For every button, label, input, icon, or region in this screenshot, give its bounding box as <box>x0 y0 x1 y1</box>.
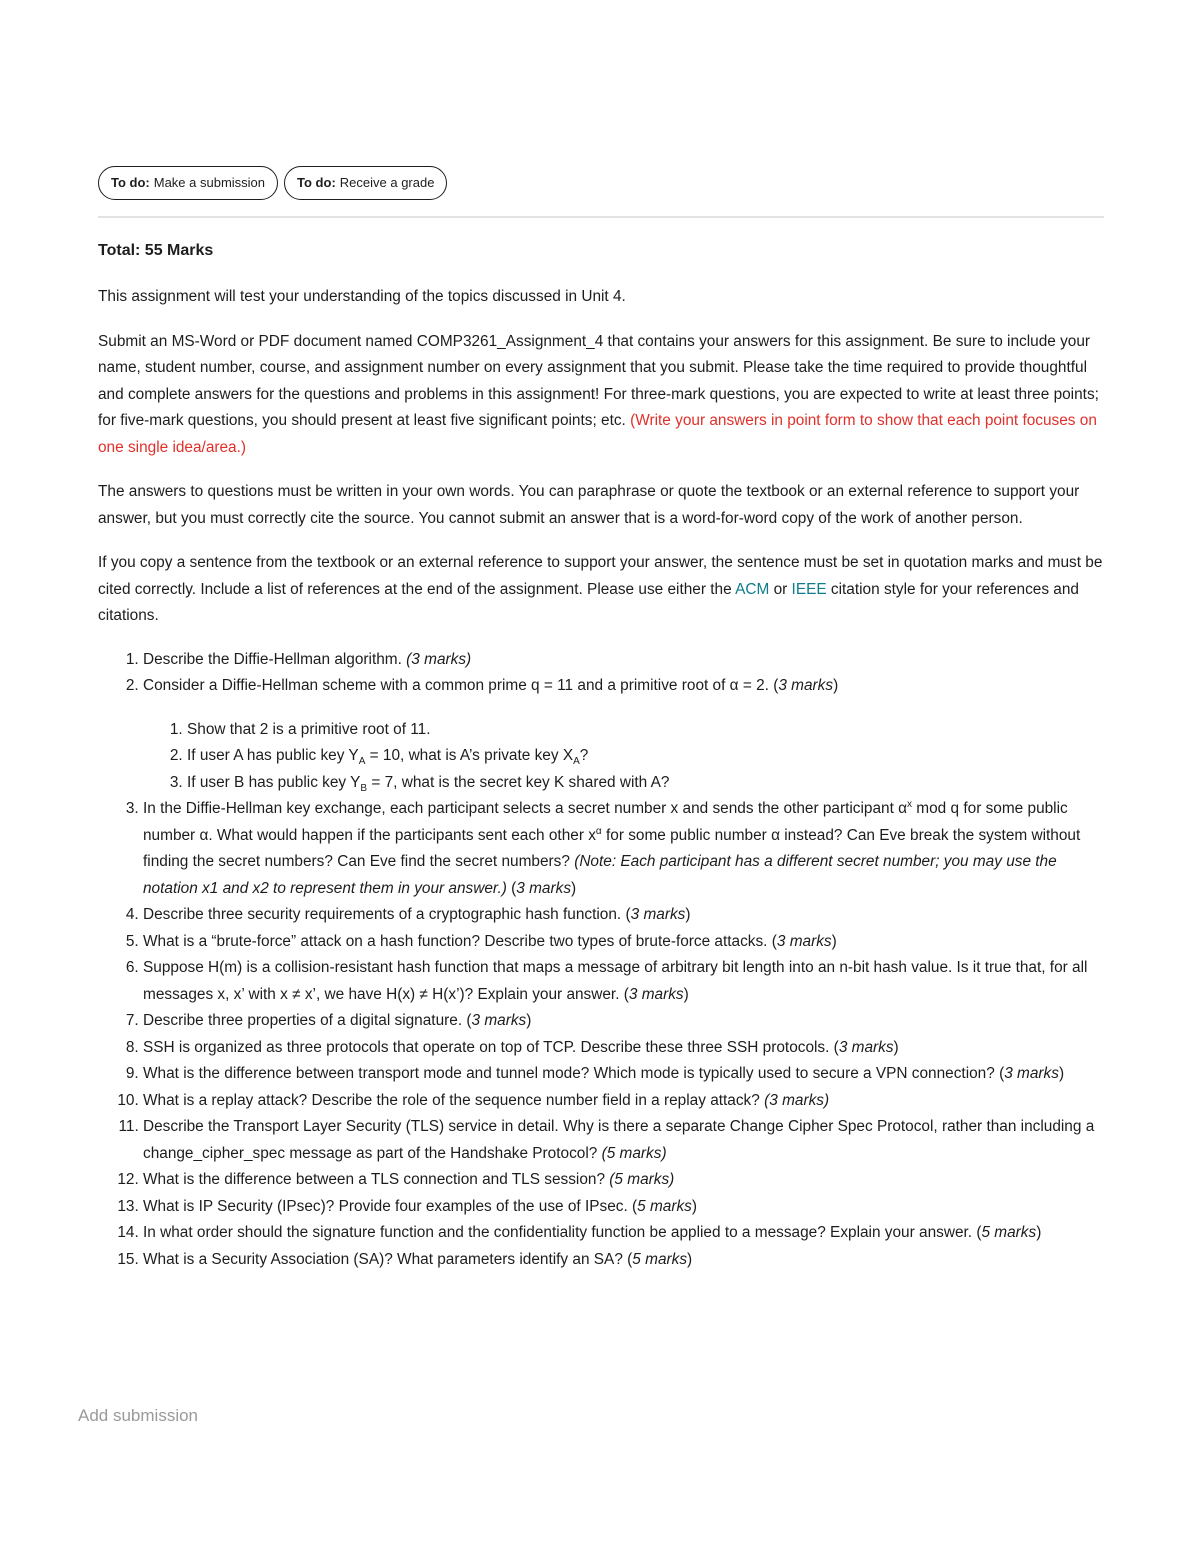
todo-row <box>98 166 1104 200</box>
question-12: 12. What is the difference between a TLS connection and TLS session? (5 marks) <box>143 1167 1104 1194</box>
question-list <box>98 647 1104 1274</box>
assignment-content <box>98 166 1104 1273</box>
todo-prefix: To do: <box>111 174 150 190</box>
question-7: 7. Describe three properties of a digital signature. (3 marks) <box>143 1008 1104 1035</box>
citation-text: If you copy a sentence from the textbook or an external reference to support your answer, the sentence must be set in quotation marks and must be cited correctly. Include a list of references at the end of the assignment. Please use either the <box>98 554 1103 598</box>
question-3: 3. In the Diffie-Hellman key exchange, each participant selects a secret number x and sends the other participant $\alpha^x$ mod q for some public number α. What would happen if the participants sent each other $x^\alpha$ for some public number α instead? Can Eve break the system without finding the secret numbers? Can Eve find the secret numbers? (Note: Each participant has a different secret number; you may use the notation x1 and x2 to represent them in your answer.) (3 marks) <box>143 796 1104 902</box>
acm-link[interactable]: ACM <box>735 580 770 598</box>
question-6: 6. Suppose H(m) is a collision-resistant hash function that maps a message of arbitrary bit length into an n-bit hash value. Is it true that, for all messages x, x’ with x ≠ x’, we have H(x) ≠ H(x’)? Explain your answer. (3 marks) <box>143 955 1104 1008</box>
question-2-sublist <box>143 717 1104 797</box>
intro-paragraph: This assignment will test your understanding of the topics discussed in Unit 4. <box>98 288 626 305</box>
question-5: 5. What is a “brute-force” attack on a hash function? Describe two types of brute-force attacks. (3 marks) <box>143 929 1104 956</box>
question-2: 2. Consider a Diffie-Hellman scheme with a common prime q = 11 and a primitive root of α = 2. (3 marks) 1. Show that 2 is a primitive root of 11. 2. If user A has public key $Y_A = 10$, what is A’s private key $X_A$? 3. If user B has public key $Y_B = 7$, what is the secret key K shared with A? <box>143 673 1104 796</box>
citation-text-end: citation style for your references and citations. <box>98 580 1079 624</box>
ieee-link[interactable]: IEEE <box>791 580 827 598</box>
todo-make-submission-badge <box>98 166 278 200</box>
todo-prefix: To do: <box>297 174 336 190</box>
question-13: 13. What is IP Security (IPsec)? Provide four examples of the use of IPsec. (5 marks) <box>143 1194 1104 1221</box>
question-11: 11. Describe the Transport Layer Security (TLS) service in detail. Why is there a separate Change Cipher Spec Protocol, rather than including a change_cipher_spec message as part of the Handshake Protocol? (5 marks) <box>143 1114 1104 1167</box>
question-10: 10. What is a replay attack? Describe the role of the sequence number field in a replay attack? (3 marks) <box>143 1088 1104 1115</box>
question-2-part-2: 2. If user A has public key $Y_A = 10$, what is A’s private key $X_A$? <box>187 743 1104 770</box>
question-4: 4. Describe three security requirements of a cryptographic hash function. (3 marks) <box>143 902 1104 929</box>
todo-label: Receive a grade <box>339 174 435 190</box>
question-2-part-1: 1. Show that 2 is a primitive root of 11. <box>187 717 1104 744</box>
question-15: 15. What is a Security Association (SA)? What parameters identify an SA? (5 marks) <box>143 1247 1104 1274</box>
question-2-part-3: 3. If user B has public key $Y_B = 7$, what is the secret key K shared with A? <box>187 770 1104 797</box>
question-9: 9. What is the difference between transport mode and tunnel mode? Which mode is typically used to secure a VPN connection? (3 marks) <box>143 1061 1104 1088</box>
citation-paragraph <box>98 550 1104 630</box>
todo-label: Make a submission <box>153 174 266 190</box>
divider <box>98 216 1104 218</box>
submission-instructions-paragraph <box>98 329 1104 462</box>
own-words-paragraph: The answers to questions must be written in your own words. You can paraphrase or quote the textbook or an external reference to support your answer, but you must correctly cite the source. You cannot submit an answer that is a word-for-word copy of the work of another person. <box>98 483 1080 527</box>
todo-receive-grade-badge <box>284 166 447 200</box>
citation-or-text: or <box>773 580 788 598</box>
total-marks-heading: Total: 55 Marks <box>98 242 214 259</box>
question-14: 14. In what order should the signature function and the confidentiality function be applied to a message? Explain your answer. (5 marks) <box>143 1220 1104 1247</box>
question-1: 1. Describe the Diffie-Hellman algorithm. (3 marks) <box>143 647 1104 674</box>
point-form-note: (Write your answers in point form to show that each point focuses on one single idea/area.) <box>98 412 1097 456</box>
submission-instructions-text: Submit an MS-Word or PDF document named COMP3261_Assignment_4 that contains your answers for this assignment. Be sure to include your name, student number, course, and assignment number on every assignment that you submit. Please take the time required to provide thoughtful and complete answers for the questions and problems in this assignment! For three-mark questions, you are expected to write at least three points; for five-mark questions, you should present at least five significant points; etc. <box>98 332 1099 429</box>
question-8: 8. SSH is organized as three protocols that operate on top of TCP. Describe these three SSH protocols. (3 marks) <box>143 1035 1104 1062</box>
add-submission-button[interactable]: Add submission <box>78 1406 199 1425</box>
